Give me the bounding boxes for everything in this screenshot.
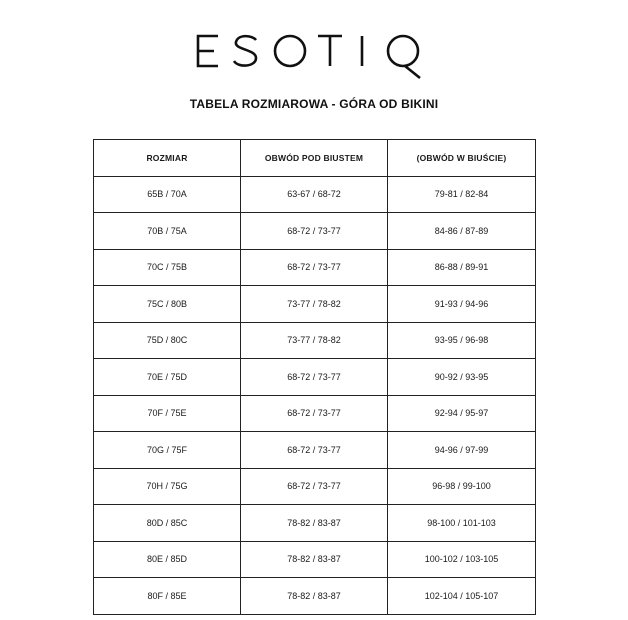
table-row xyxy=(94,359,536,396)
table-row xyxy=(94,322,536,359)
cell-underbust: 68-72 / 73-77 xyxy=(241,432,388,469)
cell-size: 80F / 85E xyxy=(94,578,241,615)
table-row xyxy=(94,541,536,578)
cell-underbust: 63-67 / 68-72 xyxy=(241,176,388,213)
cell-size: 70C / 75B xyxy=(94,249,241,286)
cell-bust: 84-86 / 87-89 xyxy=(388,213,536,250)
cell-underbust: 68-72 / 73-77 xyxy=(241,359,388,396)
header-bust: (OBWÓD W BIUŚCIE) xyxy=(388,140,536,177)
cell-size: 75D / 80C xyxy=(94,322,241,359)
esotiq-logo-icon xyxy=(194,24,434,84)
table-title: TABELA ROZMIAROWA - GÓRA OD BIKINI xyxy=(189,97,439,111)
table-row xyxy=(94,505,536,542)
cell-bust: 79-81 / 82-84 xyxy=(388,176,536,213)
cell-size: 80E / 85D xyxy=(94,541,241,578)
header-size: ROZMIAR xyxy=(94,140,241,177)
cell-bust: 96-98 / 99-100 xyxy=(388,468,536,505)
cell-underbust: 68-72 / 73-77 xyxy=(241,213,388,250)
table-row xyxy=(94,213,536,250)
table-row xyxy=(94,578,536,615)
cell-bust: 98-100 / 101-103 xyxy=(388,505,536,542)
cell-size: 75C / 80B xyxy=(94,286,241,323)
header-underbust: OBWÓD POD BIUSTEM xyxy=(241,140,388,177)
cell-size: 70E / 75D xyxy=(94,359,241,396)
table-row xyxy=(94,286,536,323)
cell-underbust: 68-72 / 73-77 xyxy=(241,468,388,505)
cell-bust: 93-95 / 96-98 xyxy=(388,322,536,359)
table-header-row xyxy=(94,140,536,177)
cell-size: 70G / 75F xyxy=(94,432,241,469)
cell-bust: 102-104 / 105-107 xyxy=(388,578,536,615)
cell-bust: 91-93 / 94-96 xyxy=(388,286,536,323)
cell-underbust: 78-82 / 83-87 xyxy=(241,578,388,615)
cell-underbust: 73-77 / 78-82 xyxy=(241,322,388,359)
cell-size: 70F / 75E xyxy=(94,395,241,432)
cell-underbust: 78-82 / 83-87 xyxy=(241,541,388,578)
cell-underbust: 68-72 / 73-77 xyxy=(241,249,388,286)
cell-bust: 94-96 / 97-99 xyxy=(388,432,536,469)
cell-underbust: 68-72 / 73-77 xyxy=(241,395,388,432)
table-row xyxy=(94,468,536,505)
cell-bust: 86-88 / 89-91 xyxy=(388,249,536,286)
table-row xyxy=(94,176,536,213)
cell-size: 80D / 85C xyxy=(94,505,241,542)
brand-logo xyxy=(0,24,628,84)
size-table xyxy=(93,139,536,615)
table-row xyxy=(94,432,536,469)
cell-size: 65B / 70A xyxy=(94,176,241,213)
cell-size: 70H / 75G xyxy=(94,468,241,505)
cell-size: 70B / 75A xyxy=(94,213,241,250)
cell-bust: 100-102 / 103-105 xyxy=(388,541,536,578)
cell-bust: 92-94 / 95-97 xyxy=(388,395,536,432)
table-row xyxy=(94,395,536,432)
cell-underbust: 78-82 / 83-87 xyxy=(241,505,388,542)
cell-underbust: 73-77 / 78-82 xyxy=(241,286,388,323)
table-row xyxy=(94,249,536,286)
cell-bust: 90-92 / 93-95 xyxy=(388,359,536,396)
